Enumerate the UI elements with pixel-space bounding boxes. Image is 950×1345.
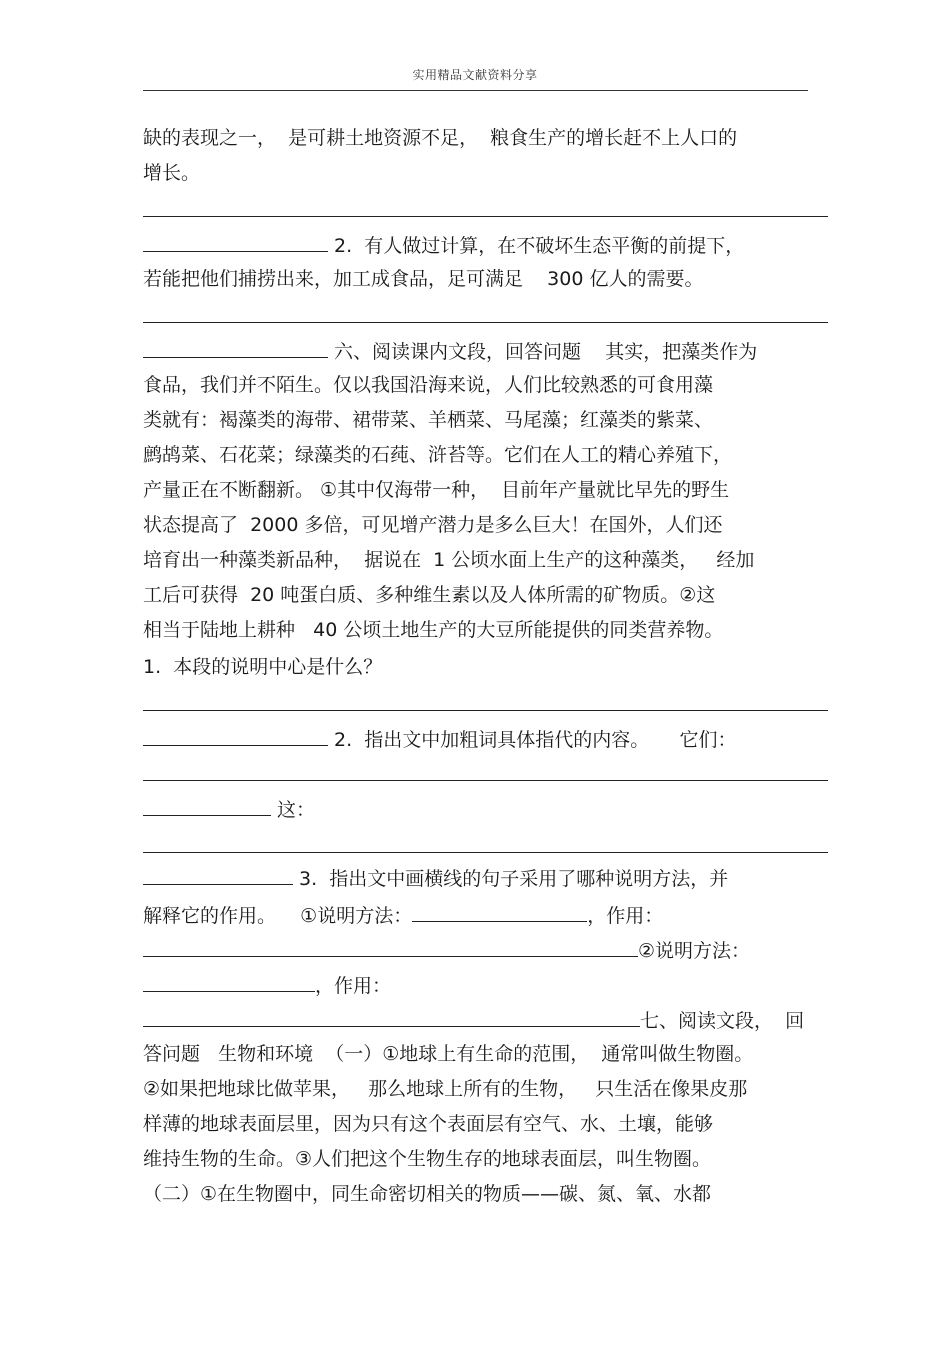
answer-blank[interactable]: [143, 866, 293, 885]
text-line: 状态提高了 2000 多倍，可见增产潜力是多么巨大！在国外，人们还: [143, 514, 723, 536]
answer-blank[interactable]: [143, 339, 328, 358]
text-line: 培育出一种藻类新品种， 据说在 1 公顷水面上生产的这种藻类， 经加: [143, 549, 755, 571]
text-line: 答问题 生物和环境 （一）①地球上有生命的范围， 通常叫做生物圈。: [143, 1043, 754, 1065]
text-line: 产量正在不断翻新。 ①其中仅海带一种， 目前年产量就比早先的野生: [143, 479, 730, 501]
question-line: 解释它的作用。 ①说明方法： ，作用：: [143, 905, 664, 927]
answer-blank[interactable]: [143, 797, 271, 816]
question-line: 1. 本段的说明中心是什么？: [143, 656, 383, 678]
answer-blank[interactable]: [143, 1008, 640, 1027]
answer-blank[interactable]: [143, 938, 638, 957]
answer-blank[interactable]: [143, 233, 328, 252]
answer-blank[interactable]: [143, 710, 828, 711]
answer-blank[interactable]: [143, 852, 828, 853]
answer-blank[interactable]: [143, 727, 328, 746]
question-line: 这：: [143, 797, 315, 821]
answer-blank[interactable]: [143, 973, 315, 992]
section-heading: 七、阅读文段， 回: [143, 1008, 804, 1032]
answer-blank[interactable]: [143, 780, 828, 781]
text-line: 缺的表现之一， 是可耕土地资源不足， 粮食生产的增长赶不上人口的: [143, 127, 738, 149]
text-line: 相当于陆地上耕种 40 公顷土地生产的大豆所能提供的同类营养物。: [143, 619, 724, 641]
answer-blank[interactable]: [143, 216, 828, 217]
question-line: ②说明方法：: [143, 938, 750, 962]
header-divider: [143, 90, 808, 91]
text-line: 食品，我们并不陌生。仅以我国沿海来说，人们比较熟悉的可食用藻: [143, 374, 714, 396]
answer-blank[interactable]: [412, 903, 587, 922]
question-line: 2. 有人做过计算，在不破坏生态平衡的前提下，: [143, 233, 744, 257]
text-line: （二）①在生物圈中，同生命密切相关的物质——碳、氮、氧、水都: [143, 1183, 712, 1205]
page-header: 实用精品文献资料分享: [412, 68, 538, 82]
text-line: 工后可获得 20 吨蛋白质、多种维生素以及人体所需的矿物质。②这: [143, 584, 716, 606]
text-line: 维持生物的生命。③人们把这个生物生存的地球表面层，叫生物圈。: [143, 1148, 712, 1170]
text-line: 增长。: [143, 162, 201, 184]
question-line: 3. 指出文中画横线的句子采用了哪种说明方法，并: [143, 866, 728, 890]
question-line: ，作用：: [143, 973, 391, 997]
text-line: 样薄的地球表面层里，因为只有这个表面层有空气、水、土壤，能够: [143, 1113, 714, 1135]
text-line: 类就有：褐藻类的海带、裙带菜、羊栖菜、马尾藻；红藻类的紫菜、: [143, 409, 714, 431]
section-heading: 六、阅读课内文段，回答问题 其实，把藻类作为: [143, 339, 757, 363]
text-line: 鹧鸪菜、石花菜；绿藻类的石莼、浒苔等。它们在人工的精心养殖下，: [143, 444, 733, 466]
text-line: 若能把他们捕捞出来，加工成食品，足可满足 300 亿人的需要。: [143, 268, 704, 290]
text-line: ②如果把地球比做苹果， 那么地球上所有的生物， 只生活在像果皮那: [143, 1078, 748, 1100]
answer-blank[interactable]: [143, 322, 828, 323]
question-line: 2. 指出文中加粗词具体指代的内容。 它们：: [143, 727, 736, 751]
